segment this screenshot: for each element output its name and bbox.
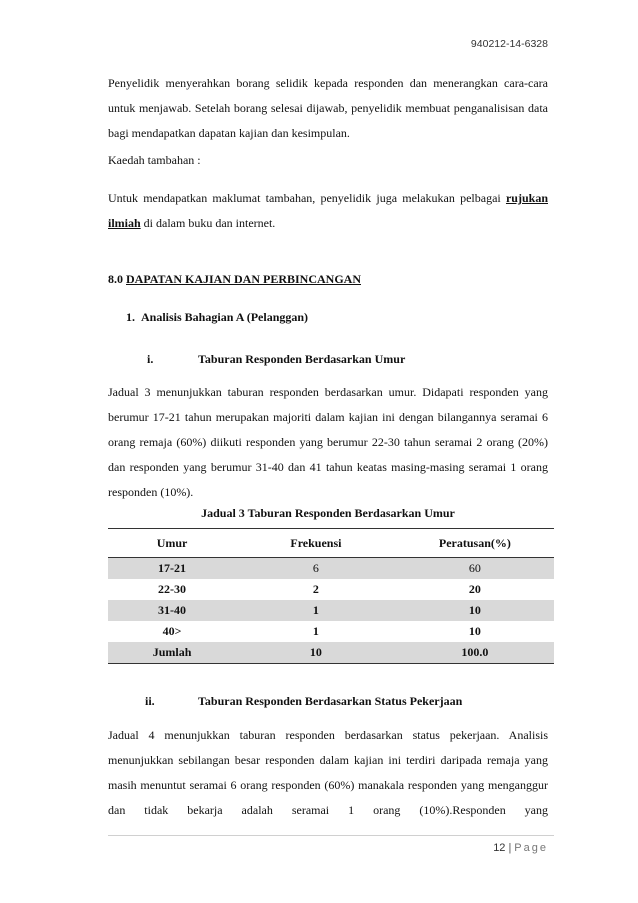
- table-cell: 22-30: [158, 582, 187, 596]
- subheading-i-number: i.: [147, 352, 154, 366]
- footer-separator: |: [508, 842, 512, 854]
- table-cell: 1: [236, 600, 396, 621]
- table-cell: Jumlah: [108, 642, 236, 664]
- table-caption: Jadual 3 Taburan Responden Berdasarkan Umur: [201, 506, 455, 520]
- page-label: Page: [514, 842, 548, 854]
- table-row: [108, 558, 554, 580]
- age-distribution-table: [108, 528, 554, 664]
- table-cell: 40>: [162, 624, 182, 638]
- subheading-ii-title: Taburan Responden Berdasarkan Status Pekerjaan: [198, 694, 463, 708]
- table-cell: 10: [396, 600, 554, 621]
- table-cell: 100.0: [396, 642, 554, 664]
- table-header-row: [108, 529, 554, 558]
- section-number: 8.0: [108, 272, 126, 286]
- paragraph-employment-status: Jadual 4 menunjukkan taburan responden berdasarkan status pekerjaan. Analisis menunjukkan sebilangan besar responden dalam kajian ini terdiri daripada remaja yang masih menuntut seramai 6 orang responden (60%) manakala responden yang menganggur dan tidak bekarja adalah seramai 1 orang (10%).Responden yang: [108, 728, 548, 817]
- references-text-after: di dalam buku dan internet.: [140, 216, 276, 230]
- section-heading: [108, 272, 361, 287]
- subsection-1-title: Analisis Bahagian A (Pelanggan): [141, 310, 309, 324]
- paragraph-additional-method: Kaedah tambahan :: [108, 153, 201, 167]
- paragraph-procedure: Penyelidik menyerahkan borang selidik kepada responden dan menerangkan cara-cara untuk menjawab. Setelah borang selesai dijawab, penyelidik membuat penganalisisan data bagi mendapatkan dapatan kajian dan kesimpulan.: [108, 76, 548, 140]
- table-cell: 20: [468, 582, 481, 596]
- section-title: DAPATAN KAJIAN DAN PERBINCANGAN: [126, 272, 361, 286]
- table-header-cell: Umur: [108, 529, 236, 558]
- table-row: [108, 600, 554, 621]
- table-cell: 10: [468, 624, 481, 638]
- paragraph-age-distribution: Jadual 3 menunjukkan taburan responden berdasarkan umur. Didapati responden yang berumur 17-21 tahun merupakan majoriti dalam kajian ini dengan bilangannya seramai 6 orang remaja (60%) diikuti responden yang berumur 22-30 tahun seramai 2 orang (20%) dan responden yang berumur 31-40 dan 41 tahun keatas masing-masing seramai 1 orang responden (10%).: [108, 385, 548, 499]
- table-cell: 1: [312, 624, 319, 638]
- references-emphasis: rujukan ilmiah: [108, 191, 548, 230]
- subsection-heading-1: [126, 310, 308, 325]
- table-cell: 17-21: [108, 558, 236, 580]
- subheading-ii: [145, 694, 155, 709]
- subheading-i: [147, 352, 153, 367]
- table-row: [108, 621, 554, 642]
- subsection-1-number: 1.: [126, 310, 135, 324]
- table-header-cell: Frekuensi: [236, 529, 396, 558]
- table-header-cell: Peratusan(%): [396, 529, 554, 558]
- table-cell: 60: [396, 558, 554, 580]
- table-cell: 2: [312, 582, 319, 596]
- table-cell: 31-40: [108, 600, 236, 621]
- table-cell: 6: [236, 558, 396, 580]
- subheading-ii-number: ii.: [145, 694, 155, 708]
- document-id: 940212-14-6328: [470, 38, 548, 50]
- page-number: 12: [493, 842, 506, 854]
- table-total-row: [108, 642, 554, 664]
- references-text-before: Untuk mendapatkan maklumat tambahan, penyelidik juga melakukan pelbagai: [108, 191, 506, 205]
- footer-divider: [108, 835, 554, 836]
- table-row: [108, 579, 554, 600]
- table-cell: 10: [236, 642, 396, 664]
- paragraph-references: [108, 186, 548, 236]
- subheading-i-title: Taburan Responden Berdasarkan Umur: [198, 352, 406, 366]
- page-footer: [380, 842, 548, 854]
